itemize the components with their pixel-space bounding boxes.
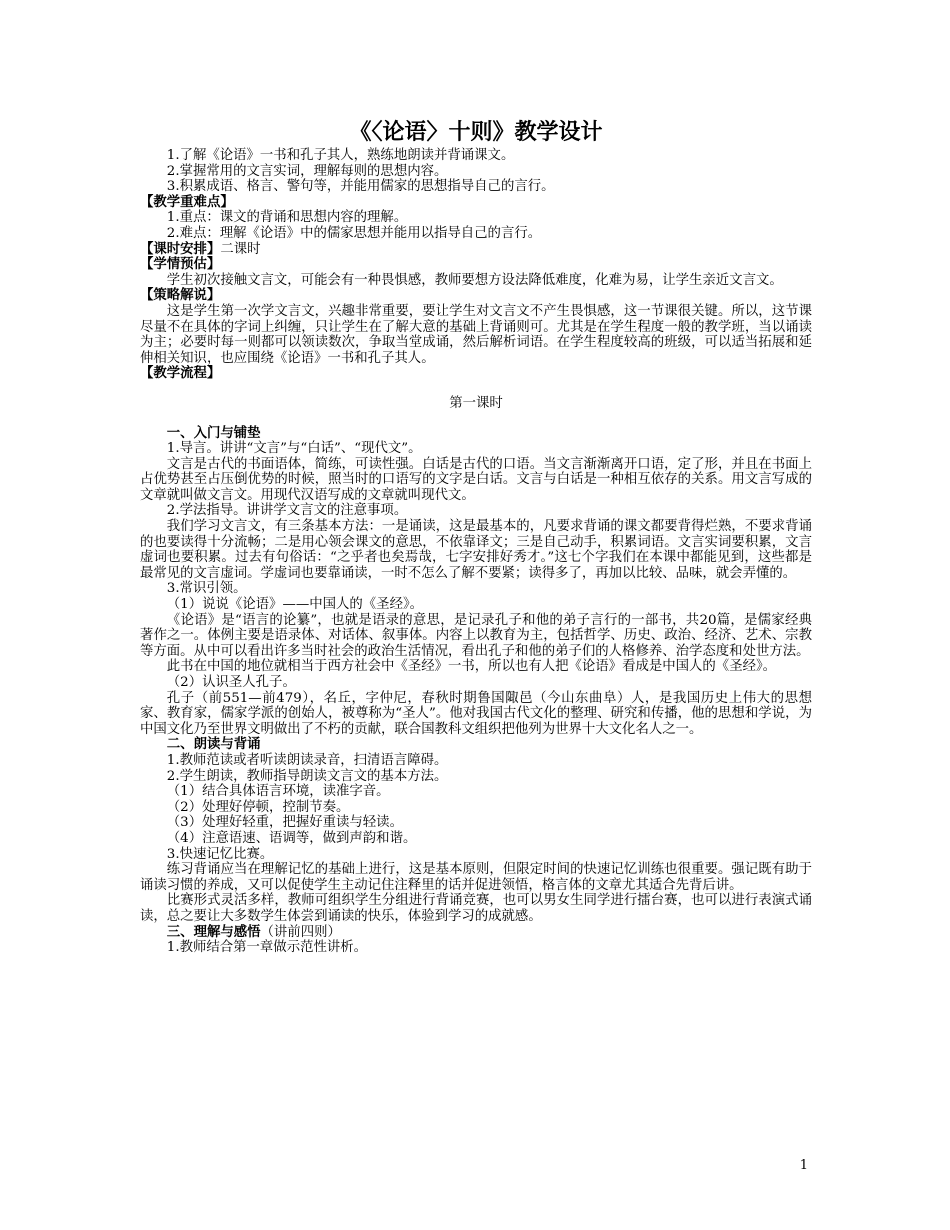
section2-p2: 2.学生朗读，教师指导朗读文言文的基本方法。 (166, 768, 448, 784)
section1-p3: 2.学法指导。讲讲学文言文的注意事项。 (166, 503, 408, 519)
section3-p1: 1.教师结合第一章做示范性讲析。 (166, 940, 368, 956)
section2-p6: （4）注意语速、语调等，做到声韵和谐。 (166, 830, 417, 846)
section1-p7: 《论语》是“语言的论纂”，也就是语录的意思，是记录孔子和他的弟子言行的一部书，共20篇，是儒家经典著作之一。体例主要是语录体、对话体、叙事体。内容上以教育为主，包括哲学、历史、政治、经济、艺术、宗教等方面。从中可以看出许多当时社会的政治生活情况，看出孔子和他的弟子们的人格修养、治学态度和处世方法。 (140, 612, 812, 659)
key-point-2: 2.难点：理解《论语》中的儒家思想并能用以指导自己的言行。 (166, 225, 542, 241)
objective-1: 1.了解《论语》一书和孔子其人，熟练地朗读并背诵课文。 (166, 148, 515, 163)
section1-p2: 文言是古代的书面语体，简练，可读性强。白话是古代的口语。当文言渐渐离开口语，定了形，并且在书面上占优势甚至占压倒优势的时候，照当时的口语写的文字是白话。文言与白话是一种相互依存的关系。用文言写成的文章就叫做文言文。用现代汉语写成的文章就叫现代文。 (140, 456, 812, 503)
process-heading: 【教学流程】 (140, 366, 221, 382)
key-points-heading: 【教学重难点】 (140, 194, 234, 210)
section2-p8: 练习背诵应当在理解记忆的基础上进行，这是基本原则，但限定时间的快速记忆训练也很重要。强记既有助于诵读习惯的养成，又可以促使学生主动记住注释里的话并促进领悟，格言体的文章尤其适合先背后讲。 (140, 862, 812, 893)
objective-2: 2.掌握常用的文言实词，理解每则的思想内容。 (166, 163, 448, 179)
schedule-heading: 【课时安排】 (140, 241, 221, 257)
document-page (140, 118, 812, 956)
section2-heading: 二、朗读与背诵 (166, 737, 261, 753)
student-analysis-text: 学生初次接触文言文，可能会有一种畏惧感，教师要想方设法降低难度，化难为易，让学生亲近文言文。 (166, 272, 783, 288)
page-number: 1 (799, 1158, 808, 1173)
section3-heading-line (140, 925, 812, 941)
section1-p6: （1）说说《论语》——中国人的《圣经》。 (166, 597, 424, 613)
objective-3: 3.积累成语、格言、警句等，并能用儒家的思想指导自己的言行。 (166, 179, 555, 195)
key-point-1: 1.重点：课文的背诵和思想内容的理解。 (166, 210, 408, 226)
schedule-line (140, 242, 812, 258)
section2-p5: （3）处理好轻重，把握好重读与轻读。 (166, 815, 403, 831)
student-analysis-heading: 【学情预估】 (140, 257, 221, 273)
section2-p9: 比赛形式灵活多样，教师可组织学生分组进行背诵竞赛，也可以男女生同学进行擂台赛，也可以进行表演式诵读，总之要让大多数学生体尝到诵读的快乐，体验到学习的成就感。 (140, 893, 812, 924)
section1-p5: 3.常识引领。 (166, 581, 247, 597)
section2-p3: （1）结合具体语言环境，读准字音。 (166, 784, 390, 800)
section3-heading-note: （讲前四则） (260, 924, 341, 940)
section1-p10: 孔子（前551—前479），名丘，字仲尼，春秋时期鲁国陬邑（今山东曲阜）人，是我国历史上伟大的思想家、教育家，儒家学派的创始人，被尊称为“圣人”。他对我国古代文化的整理、研究和传播，他的思想和学说，为中国文化乃至世界文明做出了不朽的贡献，联合国教科文组织把他列为世界十大文化名人之一。 (140, 690, 812, 737)
section1-p8: 此书在中国的地位就相当于西方社会中《圣经》一书，所以也有人把《论语》看成是中国人的《圣经》。 (166, 659, 777, 675)
strategy-text: 这是学生第一次学文言文，兴趣非常重要，要让学生对文言文不产生畏惧感，这一节课很关键。所以，这节课尽量不在具体的字词上纠缠，只让学生在了解大意的基础上背诵则可。尤其是在学生程度一般的教学班，当以诵读为主；必要时每一则都可以领读数次，争取当堂成诵，然后解析词语。在学生程度较高的班级，可以适当拓展和延伸相关知识，也应围绕《论语》一书和孔子其人。 (140, 303, 812, 366)
schedule-value: 二课时 (220, 241, 261, 257)
section2-p7: 3.快速记忆比赛。 (166, 846, 274, 862)
section1-heading: 一、入门与铺垫 (166, 425, 261, 441)
section2-p4: （2）处理好停顿，控制节奏。 (166, 799, 350, 815)
section1-p9: （2）认识圣人孔子。 (166, 675, 296, 690)
lesson-title: 第一课时 (449, 395, 503, 411)
section1-p1: 1.导言。讲讲“文言”与“白话”、“现代文”。 (166, 441, 422, 457)
strategy-heading: 【策略解说】 (140, 288, 221, 304)
document-title: 《〈论语〉十则》教学设计 (349, 120, 603, 145)
section1-p4: 我们学习文言文，有三条基本方法：一是诵读，这是最基本的，凡要求背诵的课文都要背得烂熟，不要求背诵的也要读得十分流畅；二是用心领会课文的意思，不依靠译文；三是自己动手，积累词语。文言实词要积累，文言虚词也要积累。过去有句俗话：“之乎者也矣焉哉，七字安排好秀才。”这七个字我们在本课中都能见到，这些都是最常见的文言虚词。学虚词也要靠诵读，一时不怎么了解不要紧；读得多了，再加以比较、品味，就会弄懂的。 (140, 519, 812, 581)
section2-p1: 1.教师范读或者听读朗读录音，扫清语言障碍。 (166, 752, 448, 768)
section3-heading: 三、理解与感悟 (166, 924, 261, 940)
